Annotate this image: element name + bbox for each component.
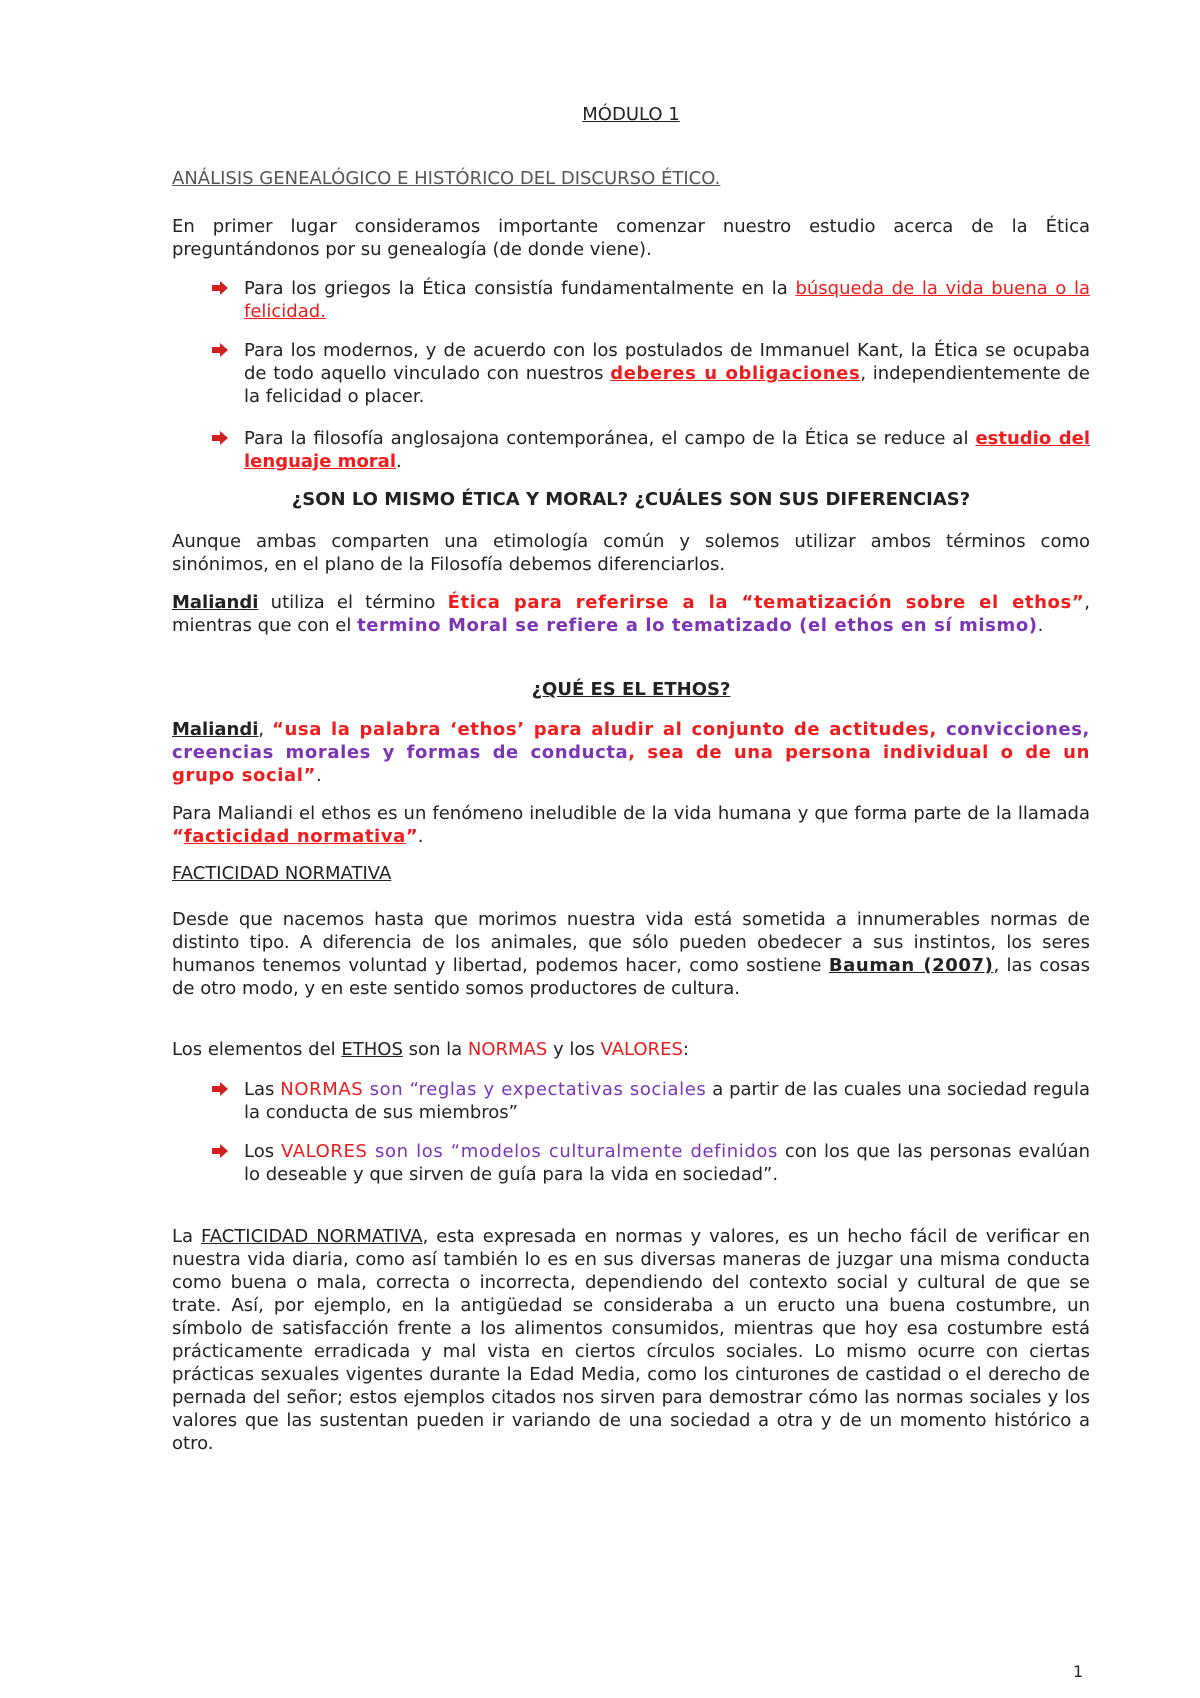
term-normas: NORMAS bbox=[467, 1039, 548, 1060]
section-heading-ethos: ¿QUÉ ES EL ETHOS? bbox=[531, 679, 731, 700]
section-heading-facticidad: FACTICIDAD NORMATIVA bbox=[172, 863, 392, 884]
section-heading-etica-moral: ¿SON LO MISMO ÉTICA Y MORAL? ¿CUÁLES SON SUS DIFERENCIAS? bbox=[291, 489, 971, 510]
red-arrow-bullet-icon bbox=[212, 343, 228, 357]
page-number: 1 bbox=[1073, 1662, 1084, 1681]
document-page bbox=[172, 0, 1090, 1698]
highlight-lenguaje-moral: estudio del lenguaje moral bbox=[244, 428, 1091, 472]
bullet-valores: Los VALORES son los “modelos culturalmente definidos con los que las personas evalúan lo deseable y que sirven de guía para la vida en sociedad”. bbox=[244, 1141, 1091, 1185]
author-maliandi: Maliandi bbox=[172, 719, 259, 740]
page-title: MÓDULO 1 bbox=[582, 104, 680, 125]
paragraph-etimologia: Aunque ambas comparten una etimología común y solemos utilizar ambos términos como sinónimos, en el plano de la Filosofía debemos diferenciarlos. bbox=[172, 531, 1090, 575]
red-arrow-bullet-icon bbox=[212, 281, 228, 295]
bullet-griegos: Para los griegos la Ética consistía fundamentalmente en la búsqueda de la vida buena o la felicidad. bbox=[244, 278, 1090, 322]
red-arrow-bullet-icon bbox=[212, 431, 228, 445]
intro-paragraph: En primer lugar consideramos importante comenzar nuestro estudio acerca de la Ética preguntándonos por su genealogía (de donde viene). bbox=[172, 216, 1090, 260]
citation-bauman: Bauman (2007) bbox=[828, 955, 994, 976]
term-ethos: ETHOS bbox=[341, 1039, 403, 1060]
red-arrow-bullet-icon bbox=[212, 1144, 228, 1158]
paragraph-elementos-ethos: Los elementos del ETHOS son la NORMAS y los VALORES: bbox=[172, 1039, 689, 1060]
paragraph-maliandi-ethos: Maliandi, “usa la palabra ‘ethos’ para aludir al conjunto de actitudes, convicciones, creencias morales y formas de conducta, sea de una persona individual o de un grupo social”. bbox=[172, 719, 1090, 786]
paragraph-facticidad-ejemplos: La FACTICIDAD NORMATIVA, esta expresada en normas y valores, es un hecho fácil de verificar en nuestra vida diaria, como así también lo es en sus diversas maneras de juzgar una misma conducta como buena o mala, correcta o incorrecta, dependiendo del contexto social y cultural de que se trate. Así, por ejemplo, en la antigüedad se consideraba a un eructo una buena costumbre, un símbolo de satisfacción frente a los alimentos consumidos, mientras que hoy esa costumbre está prácticamente erradicada y mal vista en ciertos círculos sociales. Lo mismo ocurre con ciertas prácticas sexuales vigentes durante la Edad Media, como los cinturones de castidad o el derecho de pernada del señor; estos ejemplos citados nos sirven para demostrar cómo las normas sociales y los valores que las sustentan pueden ir variando de una sociedad a otra y de un momento histórico a otro. bbox=[172, 1226, 1090, 1454]
paragraph-maliandi-etica: Maliandi utiliza el término Ética para referirse a la “tematización sobre el ethos”, mientras que con el termino Moral se refiere a lo tematizado (el ethos en sí mismo). bbox=[172, 592, 1090, 636]
section-heading-genealogia: ANÁLISIS GENEALÓGICO E HISTÓRICO DEL DISCURSO ÉTICO. bbox=[172, 168, 721, 189]
term-facticidad-normativa: FACTICIDAD NORMATIVA bbox=[201, 1226, 423, 1247]
term-facticidad-normativa: facticidad normativa bbox=[183, 826, 406, 847]
paragraph-normas-instintos: Desde que nacemos hasta que morimos nuestra vida está sometida a innumerables normas de distinto tipo. A diferencia de los animales, que sólo pueden obedecer a sus instintos, los seres humanos tenemos voluntad y libertad, podemos hacer, como sostiene Bauman (2007), las cosas de otro modo, y en este sentido somos productores de cultura. bbox=[172, 909, 1090, 999]
author-maliandi: Maliandi bbox=[172, 592, 259, 613]
bullet-normas: Las NORMAS son “reglas y expectativas sociales a partir de las cuales una sociedad regula la conducta de sus miembros” bbox=[244, 1079, 1090, 1123]
highlight-deberes: deberes u obligaciones bbox=[610, 363, 861, 384]
highlight-vida-buena: búsqueda de la vida buena o la felicidad. bbox=[244, 278, 1090, 322]
bullet-anglosajona: Para la filosofía anglosajona contemporánea, el campo de la Ética se reduce al estudio del lenguaje moral. bbox=[244, 428, 1091, 472]
paragraph-fenomeno: Para Maliandi el ethos es un fenómeno ineludible de la vida humana y que forma parte de la llamada “facticidad normativa”. bbox=[172, 803, 1090, 847]
red-arrow-bullet-icon bbox=[212, 1082, 228, 1096]
term-valores: VALORES bbox=[600, 1039, 683, 1060]
bullet-modernos: Para los modernos, y de acuerdo con los postulados de Immanuel Kant, la Ética se ocupaba de todo aquello vinculado con nuestros deberes u obligaciones, independientemente de la felicidad o placer. bbox=[244, 340, 1090, 407]
